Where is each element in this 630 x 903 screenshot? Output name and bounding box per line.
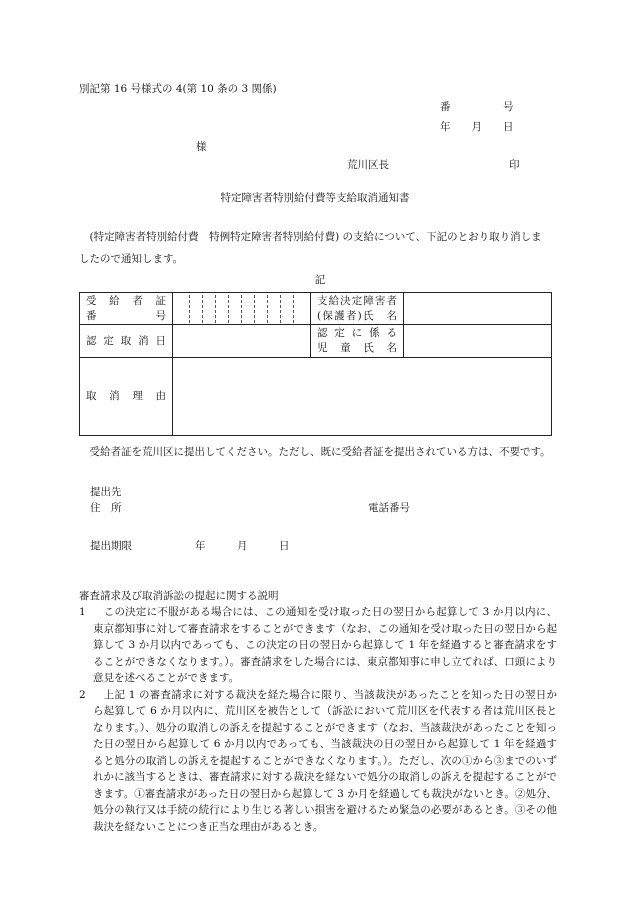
issuer-name: 荒川区長 — [347, 159, 389, 171]
intro-paragraph: (特定障害者特別給付費 特例特定障害者特別給付費) の支給について、下記のとおり取り消しましたので通知します。 — [79, 231, 542, 265]
info-table — [79, 292, 552, 436]
guardian-name-label: 支給決定障害者 (保護者)氏 名 — [311, 293, 404, 325]
appeal-heading: 審査請求及び取消訴訟の提起に関する説明 — [79, 590, 279, 602]
cancel-date-value[interactable] — [173, 325, 311, 358]
appeal-item-number: 2 — [79, 688, 86, 701]
document-number-label: 番 号 — [440, 101, 514, 113]
row-certificate — [80, 293, 552, 325]
cert-digit-cell[interactable] — [294, 295, 306, 323]
row-cancel-date — [80, 325, 552, 358]
cancel-reason-label: 取 消 理 由 — [80, 358, 173, 436]
appeal-item — [79, 687, 557, 836]
cert-digit-cell[interactable] — [177, 295, 190, 323]
recipient-honorific: 様 — [196, 141, 207, 153]
cert-digit-cell[interactable] — [229, 295, 242, 323]
submit-to-label: 提出先 — [90, 486, 122, 498]
cert-digit-cell[interactable] — [281, 295, 294, 323]
phone-label: 電話番号 — [368, 502, 410, 514]
ki-heading: 記 — [314, 274, 326, 286]
appeal-item-text: この決定に不服がある場合には、この通知を受け取った日の翌日から起算して 3 か月以内に、東京都知事に対して審査請求をすることができます（なお、この通知を受け取った日の翌日から起算して 3 か月以内であっても、この決定の日の翌日から起算して 1 年を経過すると審査請求をすることができなくなります。）。審査請求をした場合には、東京都知事に申し立てれば、口頭により意見を述べることができます。 — [93, 606, 557, 684]
guardian-name-value[interactable] — [404, 293, 552, 325]
seal-mark: 印 — [509, 159, 520, 171]
return-notice: 受給者証を荒川区に提出してください。ただし、既に受給者証を提出されている方は、不要です。 — [79, 446, 551, 458]
cert-digit-cell[interactable] — [255, 295, 268, 323]
cancel-reason-value[interactable] — [173, 358, 552, 436]
cert-digit-cell[interactable] — [242, 295, 255, 323]
date-label: 年 月 日 — [440, 121, 514, 133]
document-title: 特定障害者特別給付費等支給取消通知書 — [220, 192, 410, 204]
cert-digit-cell[interactable] — [268, 295, 281, 323]
appeal-item — [79, 604, 557, 687]
address-label: 住 所 — [90, 502, 122, 514]
form-number: 別記第 16 号様式の 4(第 10 条の 3 関係) — [79, 83, 277, 95]
cert-number-cells[interactable] — [173, 293, 311, 325]
cert-digit-cell[interactable] — [203, 295, 216, 323]
appeal-item-number: 1 — [79, 606, 86, 618]
appeal-items — [79, 604, 557, 835]
cert-digit-cell[interactable] — [216, 295, 229, 323]
cert-digit-cell[interactable] — [190, 295, 203, 323]
row-reason — [80, 358, 552, 436]
child-name-label: 認 定 に 係 る 児 童 氏 名 — [311, 325, 404, 358]
cancel-date-label: 認 定 取 消 日 — [80, 325, 173, 358]
cert-number-label: 受 給 者 証 番 号 — [80, 293, 173, 325]
deadline-label: 提出期限 年 月 日 — [90, 540, 290, 552]
child-name-value[interactable] — [404, 325, 552, 358]
appeal-item-text: 上記 1 の審査請求に対する裁決を経た場合に限り、当該裁決があったことを知った日の翌日から起算して 6 か月以内に、荒川区を被告として（訴訟において荒川区を代表する者は荒川区長となります。）、処分の取消しの訴えを提起することができます（なお、当該裁決があったことを知った日の翌日から起算して 6 か月以内であっても、当該裁決の日の翌日から起算して 1 年を経過すると処分の取消しの訴えを提起することができなくなります。）。ただし、次の①から③までのいずれかに該当するときは、審査請求に対する裁決を経ないで処分の取消しの訴えを提起することができます。①審査請求があった日の翌日から起算して 3 か月を経過しても裁決がないとき。②処分、処分の執行又は手続の続行により生じる著しい損害を避けるため緊急の必要があるとき。③その他裁決を経ないことにつき正当な理由があるとき。 — [93, 688, 557, 833]
